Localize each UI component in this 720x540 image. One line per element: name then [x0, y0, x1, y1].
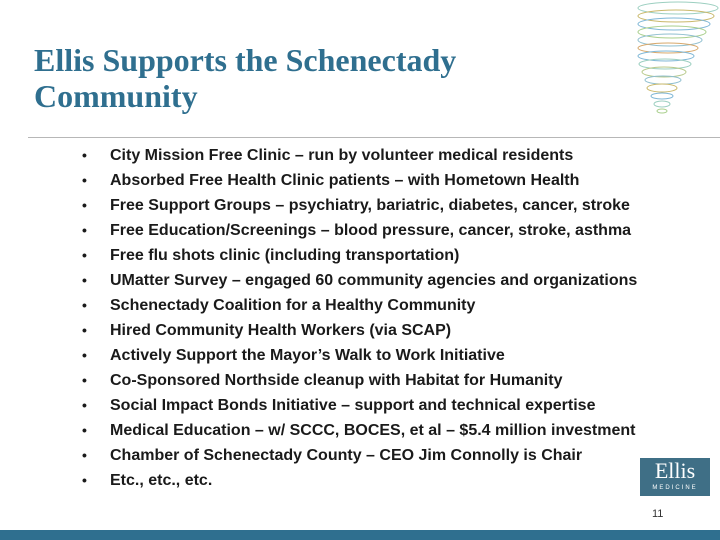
bullet-item: [82, 268, 712, 293]
logo-tagline: MEDICINE: [652, 485, 698, 491]
page-number: 11: [652, 508, 664, 520]
bullet-item: [82, 418, 712, 443]
bullet-marker: •: [82, 247, 87, 263]
bullet-item: [82, 443, 712, 468]
footer-bar: [0, 530, 720, 540]
title-divider: [28, 137, 720, 138]
bullet-item: [82, 318, 712, 343]
bullet-marker: •: [82, 447, 87, 463]
bullet-marker: •: [82, 322, 87, 338]
bullet-marker: •: [82, 197, 87, 213]
bullet-item: [82, 143, 712, 168]
bullet-marker: •: [82, 347, 87, 363]
bullet-text: Free Support Groups – psychiatry, bariatric, diabetes, cancer, stroke: [110, 197, 630, 214]
bullet-item: [82, 368, 712, 393]
bullet-text: Actively Support the Mayor’s Walk to Work Initiative: [110, 347, 505, 364]
logo-name: Ellis: [654, 458, 696, 483]
bullet-item: [82, 168, 712, 193]
bullet-text: Free flu shots clinic (including transportation): [110, 247, 460, 264]
bullet-marker: •: [82, 372, 87, 388]
bullet-item: [82, 343, 712, 368]
bullet-text: UMatter Survey – engaged 60 community agencies and organizations: [110, 272, 638, 289]
bullet-item: [82, 193, 712, 218]
bullet-marker: •: [82, 172, 87, 188]
bullet-marker: •: [82, 472, 87, 488]
bullet-text: Hired Community Health Workers (via SCAP): [110, 322, 452, 339]
bullet-list: [82, 143, 712, 493]
bullet-item: [82, 218, 712, 243]
bullet-marker: •: [82, 222, 87, 238]
bullet-marker: •: [82, 272, 87, 288]
slide-title: Ellis Supports the Schenectady Community: [34, 42, 457, 114]
bullet-marker: •: [82, 297, 87, 313]
bullet-text: Schenectady Coalition for a Healthy Community: [110, 297, 476, 314]
bullet-text: Social Impact Bonds Initiative – support and technical expertise: [110, 397, 596, 414]
bullet-text: Absorbed Free Health Clinic patients – with Hometown Health: [110, 172, 580, 189]
ellis-medicine-logo: [640, 458, 710, 496]
bullet-item: [82, 393, 712, 418]
bullet-text: Free Education/Screenings – blood pressure, cancer, stroke, asthma: [110, 222, 632, 239]
bullet-text: Etc., etc., etc.: [110, 472, 213, 489]
bullet-marker: •: [82, 422, 87, 438]
bullet-text: Medical Education – w/ SCCC, BOCES, et al – $5.4 million investment: [110, 422, 636, 439]
bullet-item: [82, 293, 712, 318]
bullet-marker: •: [82, 147, 87, 163]
bullet-text: Co-Sponsored Northside cleanup with Habitat for Humanity: [110, 372, 563, 389]
bullet-text: Chamber of Schenectady County – CEO Jim Connolly is Chair: [110, 447, 583, 464]
bullet-item: [82, 243, 712, 268]
bullet-item: [82, 468, 712, 493]
decorative-swirl-graphic: [610, 0, 720, 130]
bullet-marker: •: [82, 397, 87, 413]
bullet-text: City Mission Free Clinic – run by volunteer medical residents: [110, 147, 574, 164]
